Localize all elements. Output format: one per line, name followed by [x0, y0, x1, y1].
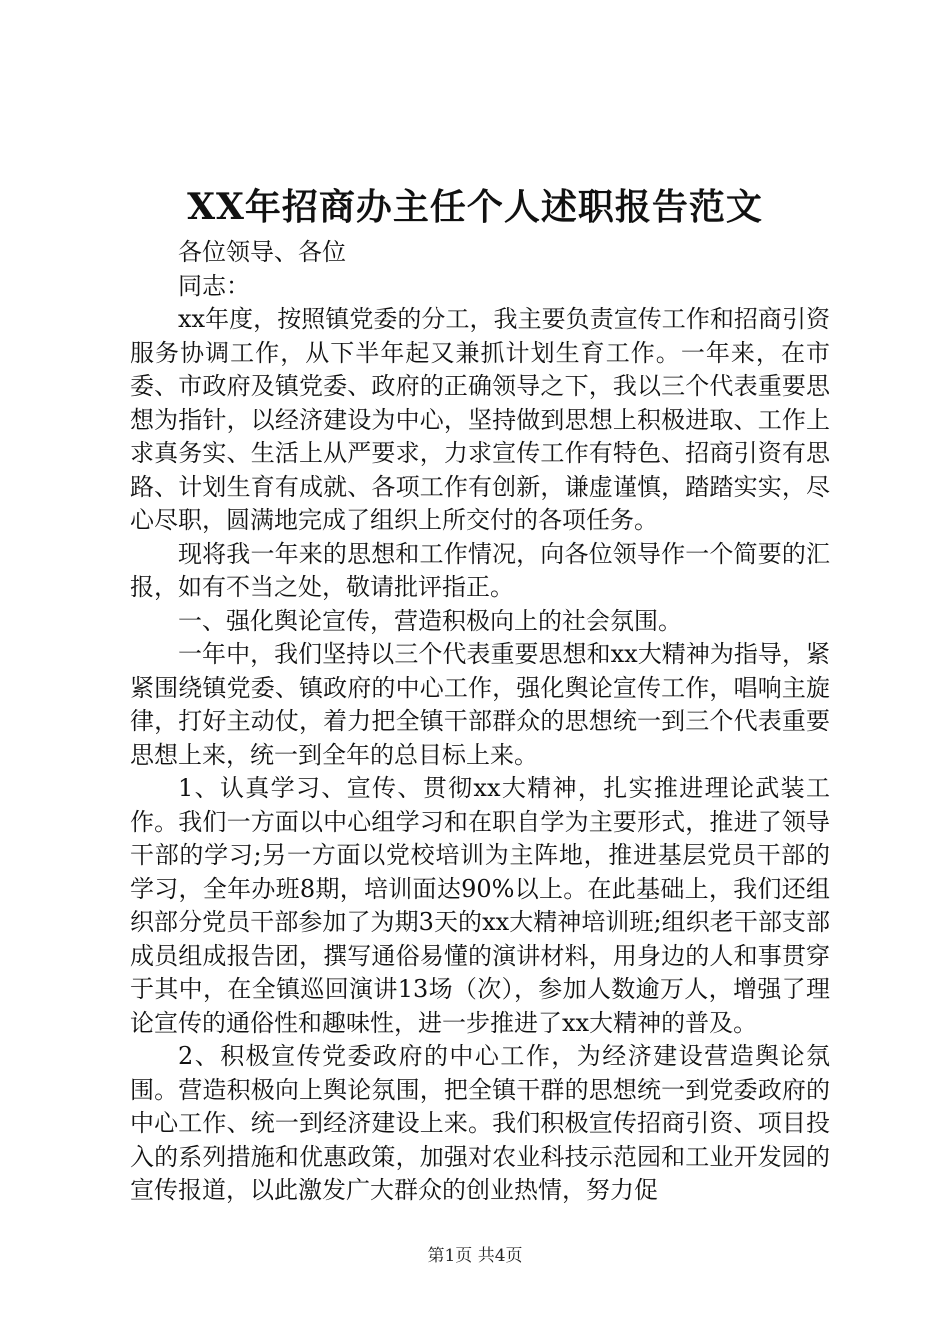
salutation-line: 同志：	[178, 271, 250, 300]
section-heading: 一、强化舆论宣传，营造积极向上的社会氛围。	[178, 606, 682, 635]
body-paragraph: 2、积极宣传党委政府的中心工作，为经济建设营造舆论氛围。营造积极向上舆论氛围，把全镇干群的思想统一到党委政府的中心工作、统一到经济建设上来。我们积极宣传招商引资、项目投入的系列措施和优惠政策，加强对农业科技示范园和工业开发园的宣传报道，以此激发广大群众的创业热情，努力促	[130, 1042, 830, 1204]
page-number-footer: 第1页 共4页	[427, 1246, 523, 1266]
document-body	[130, 236, 830, 1208]
body-paragraph: xx年度，按照镇党委的分工，我主要负责宣传工作和招商引资服务协调工作，从下半年起又兼抓计划生育工作。一年来，在市委、市政府及镇党委、政府的正确领导之下，我以三个代表重要思想为指针，以经济建设为中心，坚持做到思想上积极进取、工作上求真务实、生活上从严要求，力求宣传工作有特色、招商引资有思路、计划生育有成就、各项工作有创新，谦虚谨慎，踏踏实实，尽心尽职，圆满地完成了组织上所交付的各项任务。	[130, 305, 830, 534]
salutation-line: 各位领导、各位	[178, 238, 346, 266]
body-paragraph: 一年中，我们坚持以三个代表重要思想和xx大精神为指导，紧紧围绕镇党委、镇政府的中心工作，强化舆论宣传工作，唱响主旋律，打好主动仗，着力把全镇干部群众的思想统一到三个代表重要思想上来，统一到全年的总目标上来。	[130, 640, 830, 769]
body-paragraph: 现将我一年来的思想和工作情况，向各位领导作一个简要的汇报，如有不当之处，敬请批评指正。	[130, 539, 830, 601]
document-title: XX年招商办主任个人述职报告范文	[187, 186, 763, 228]
body-paragraph: 1、认真学习、宣传、贯彻xx大精神，扎实推进理论武装工作。我们一方面以中心组学习和在职自学为主要形式，推进了领导干部的学习;另一方面以党校培训为主阵地，推进基层党员干部的学习，全年办班8期，培训面达90%以上。在此基础上，我们还组织部分党员干部参加了为期3天的xx大精神培训班;组织老干部支部成员组成报告团，撰写通俗易懂的演讲材料，用身边的人和事贯穿于其中，在全镇巡回演讲13场（次），参加人数逾万人，增强了理论宣传的通俗性和趣味性，进一步推进了xx大精神的普及。	[130, 774, 830, 1037]
